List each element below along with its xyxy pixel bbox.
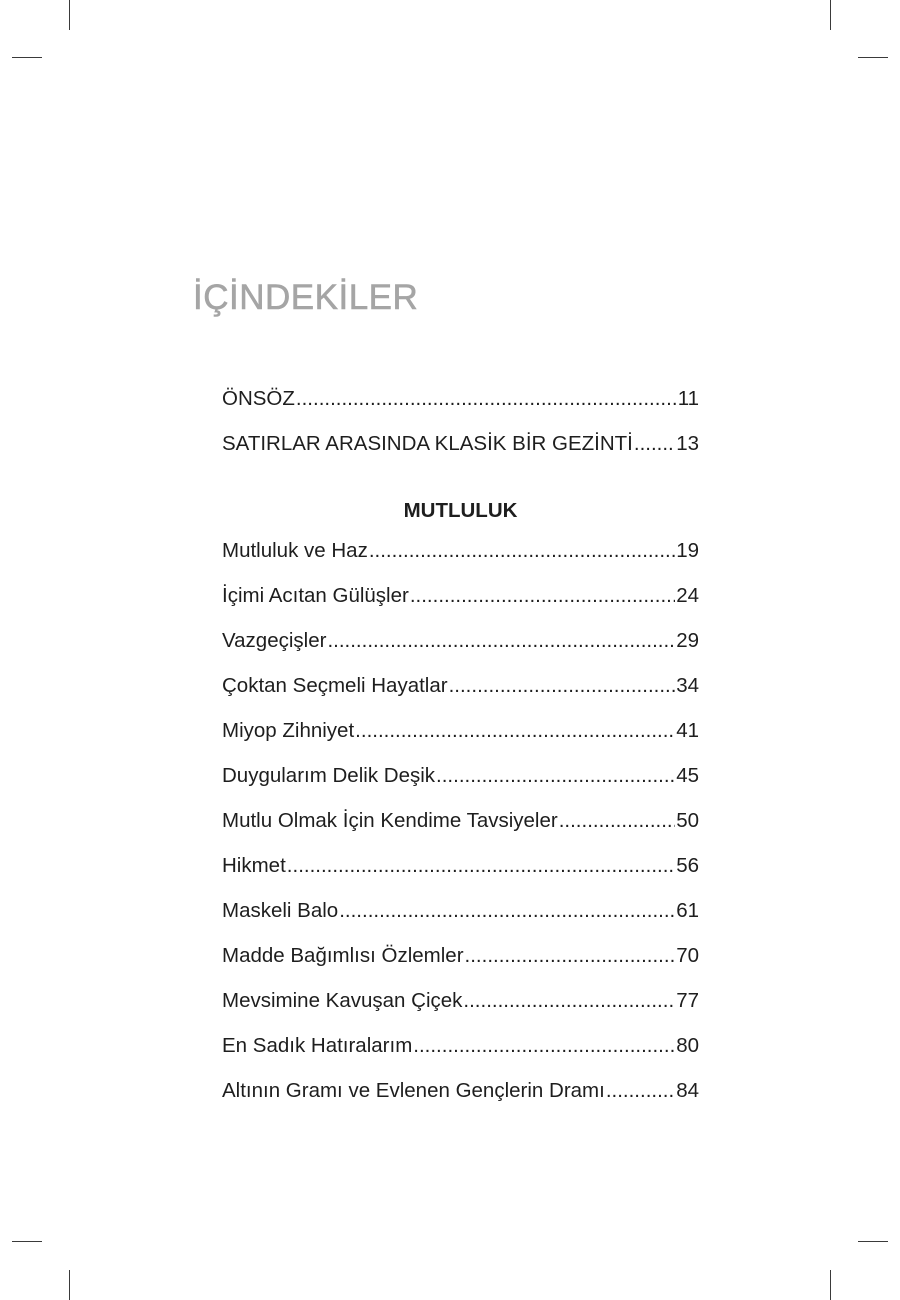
toc-entry-page: 13 (676, 432, 699, 455)
section-heading: MUTLULUK (403, 499, 518, 522)
dot-leader (634, 430, 675, 458)
toc-entry-page: 41 (676, 719, 699, 742)
toc-entry-label: Madde Bağımlısı Özlemler (222, 944, 464, 967)
toc-entry-page: 80 (676, 1034, 699, 1057)
dot-leader (449, 672, 676, 700)
crop-mark-bottom-left-horizontal (12, 1241, 42, 1242)
toc-entry-introduction (222, 430, 699, 475)
toc-entry (222, 672, 699, 717)
toc-entry-page: 45 (676, 764, 699, 787)
toc-entry-label: SATIRLAR ARASINDA KLASİK BİR GEZİNTİ (222, 432, 633, 455)
toc-entry-page: 34 (676, 674, 699, 697)
dot-leader (339, 897, 675, 925)
dot-leader (296, 385, 677, 413)
crop-mark-bottom-right-vertical (830, 1270, 831, 1300)
crop-mark-top-right-vertical (830, 0, 831, 30)
toc-entry-label: Duygularım Delik Deşik (222, 764, 436, 787)
toc-entry-label: Vazgeçişler (222, 629, 327, 652)
toc-entry-page: 29 (676, 629, 699, 652)
toc-entry-page: 56 (676, 854, 699, 877)
page-title: İÇİNDEKİLER (193, 278, 419, 317)
toc-entry-page: 61 (676, 899, 699, 922)
toc-entry (222, 717, 699, 762)
toc-entry-page: 19 (676, 539, 699, 562)
toc-entry (222, 1077, 699, 1122)
toc-entry (222, 987, 699, 1032)
toc-entry-label: Mevsimine Kavuşan Çiçek (222, 989, 463, 1012)
dot-leader (436, 762, 675, 790)
crop-mark-bottom-right-horizontal (858, 1241, 888, 1242)
dot-leader (463, 987, 675, 1015)
toc-entry-page: 50 (676, 809, 699, 832)
toc-entry-page: 70 (676, 944, 699, 967)
toc-entry-label: Miyop Zihniyet (222, 719, 355, 742)
toc-entry-label: En Sadık Hatıralarım (222, 1034, 413, 1057)
toc-entry-label: Maskeli Balo (222, 899, 339, 922)
dot-leader (606, 1077, 675, 1105)
toc-entry-label: Çoktan Seçmeli Hayatlar (222, 674, 448, 697)
crop-mark-bottom-left-vertical (69, 1270, 70, 1300)
toc-entry (222, 807, 699, 852)
toc-entry-label: İçimi Acıtan Gülüşler (222, 584, 409, 607)
toc-entry-preface (222, 385, 699, 430)
toc-entry (222, 537, 699, 582)
crop-mark-top-left-horizontal (12, 57, 42, 58)
dot-leader (413, 1032, 675, 1060)
toc-entry (222, 1032, 699, 1077)
crop-mark-top-left-vertical (69, 0, 70, 30)
dot-leader (410, 582, 675, 610)
toc-entry-label: Hikmet (222, 854, 286, 877)
toc-entry-page: 24 (676, 584, 699, 607)
toc-entry-page: 77 (676, 989, 699, 1012)
toc-entry-label: Altının Gramı ve Evlenen Gençlerin Dramı (222, 1079, 605, 1102)
toc-entry-page: 11 (677, 387, 699, 410)
toc-entry (222, 942, 699, 987)
toc-entry-page: 84 (676, 1079, 699, 1102)
dot-leader (465, 942, 676, 970)
dot-leader (559, 807, 675, 835)
toc-entry (222, 627, 699, 672)
toc-entry (222, 852, 699, 897)
crop-mark-top-right-horizontal (858, 57, 888, 58)
dot-leader (327, 627, 675, 655)
dot-leader (369, 537, 675, 565)
toc-entry-label: ÖNSÖZ (222, 387, 295, 410)
toc-entry (222, 582, 699, 627)
toc-entry-label: Mutluluk ve Haz (222, 539, 368, 562)
toc-entry (222, 762, 699, 807)
dot-leader (287, 852, 675, 880)
dot-leader (355, 717, 675, 745)
table-of-contents (222, 385, 699, 1122)
toc-entry-label: Mutlu Olmak İçin Kendime Tavsiyeler (222, 809, 558, 832)
toc-entry (222, 897, 699, 942)
